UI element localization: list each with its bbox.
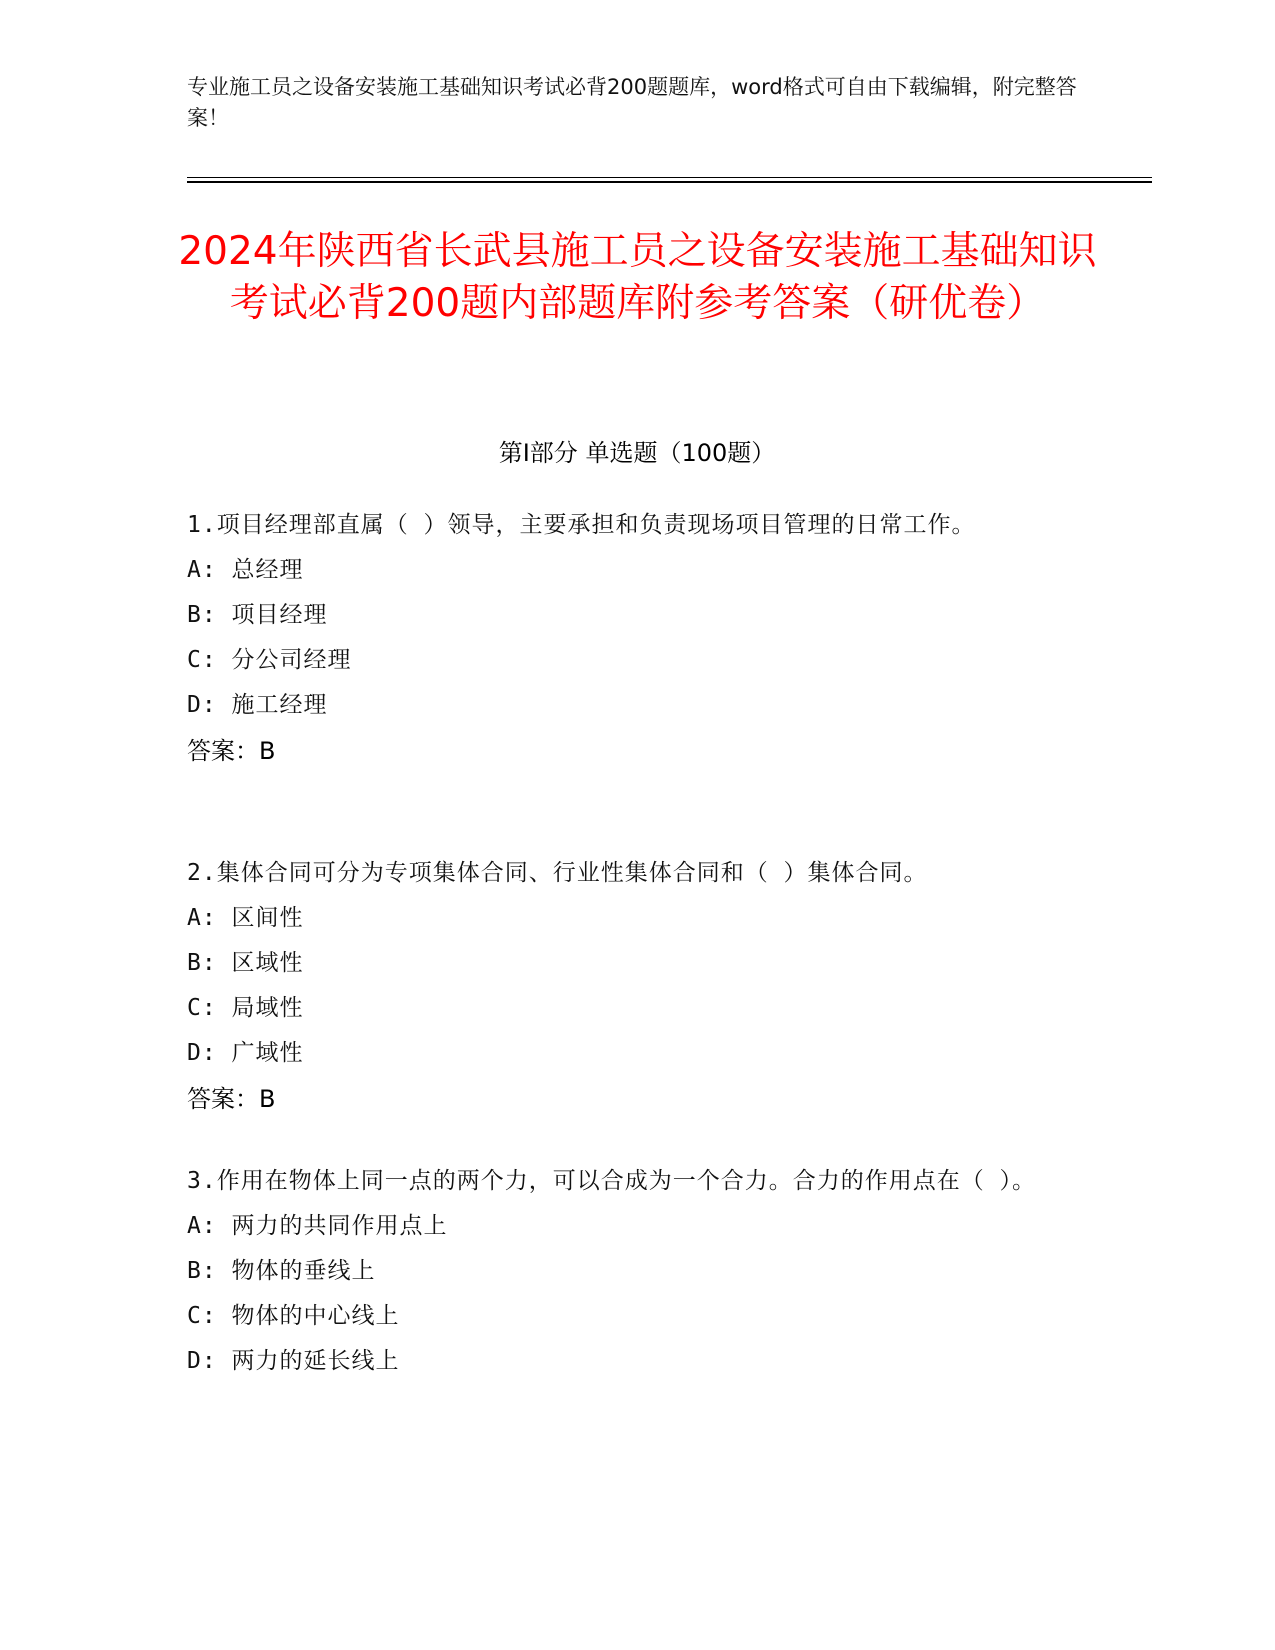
document-title: 2024年陕西省长武县施工员之设备安装施工基础知识考试必背200题内部题库附参考答案（研优卷） — [178, 229, 1097, 326]
question-stem: 2.集体合同可分为专项集体合同、行业性集体合同和（ ）集体合同。 — [187, 860, 928, 886]
header-note: 专业施工员之设备安装施工基础知识考试必背200题题库，word格式可自由下载编辑，附完整答案！ — [187, 75, 1077, 130]
option-a: A: 两力的共同作用点上 — [187, 1213, 448, 1239]
question-stem: 1.项目经理部直属（ ）领导，主要承担和负责现场项目管理的日常工作。 — [187, 512, 976, 538]
option-b: B: 物体的垂线上 — [187, 1258, 376, 1284]
answer: 答案：B — [187, 737, 276, 765]
option-d: D: 广域性 — [187, 1040, 304, 1066]
option-c: C: 分公司经理 — [187, 647, 352, 673]
option-c: C: 局域性 — [187, 995, 304, 1021]
option-d: D: 施工经理 — [187, 692, 328, 718]
answer: 答案：B — [187, 1085, 276, 1113]
option-c: C: 物体的中心线上 — [187, 1303, 400, 1329]
section-title: 第I部分 单选题（100题） — [498, 439, 776, 467]
question-2 — [187, 851, 1067, 1122]
header-divider-thin — [187, 177, 1152, 178]
option-a: A: 区间性 — [187, 905, 304, 931]
question-1 — [187, 503, 1067, 774]
question-stem: 3.作用在物体上同一点的两个力，可以合成为一个合力。合力的作用点在（ ）。 — [187, 1168, 1037, 1194]
header-divider-thick — [187, 181, 1152, 183]
option-b: B: 区域性 — [187, 950, 304, 976]
option-d: D: 两力的延长线上 — [187, 1348, 400, 1374]
option-a: A: 总经理 — [187, 557, 304, 583]
question-3 — [187, 1159, 1067, 1384]
option-b: B: 项目经理 — [187, 602, 328, 628]
